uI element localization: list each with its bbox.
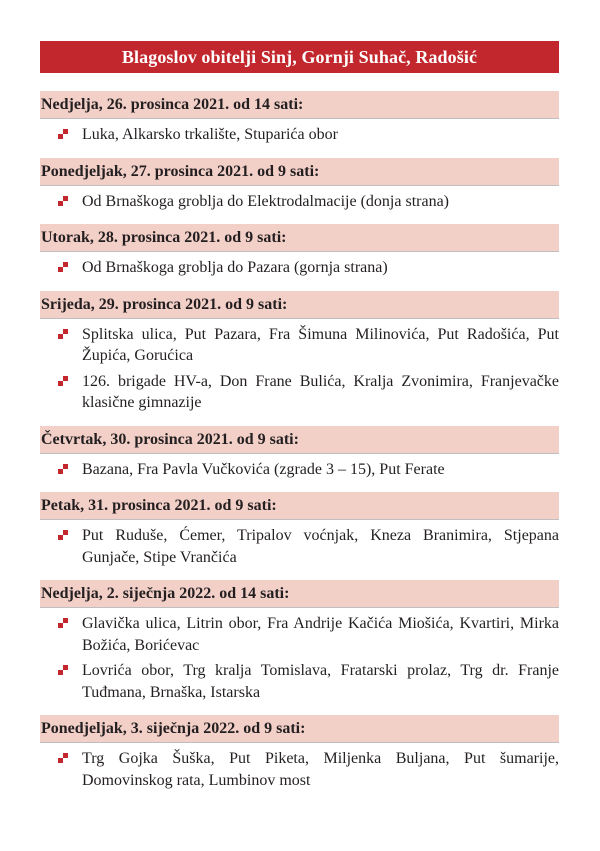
square-bullet-icon — [58, 196, 69, 207]
list-item — [40, 459, 559, 481]
schedule-list — [40, 91, 559, 803]
list-item — [40, 324, 559, 367]
list-item — [40, 257, 559, 279]
street-list — [40, 252, 559, 279]
square-bullet-icon — [58, 129, 69, 140]
list-item-text: Od Brnaškoga groblja do Elektrodalmacije (donja strana) — [82, 192, 449, 210]
list-item-text: Od Brnaškoga groblja do Pazara (gornja strana) — [82, 259, 388, 276]
list-item-text: Luka, Alkarsko trkalište, Stuparića obor — [82, 126, 338, 143]
schedule-section — [40, 91, 559, 146]
street-list — [40, 119, 559, 146]
section-header: Ponedjeljak, 3. siječnja 2022. od 9 sati: — [40, 715, 559, 743]
street-list — [40, 186, 559, 213]
section-header: Srijeda, 29. prosinca 2021. od 9 sati: — [40, 291, 559, 319]
list-item — [40, 660, 559, 703]
page-title: Blagoslov obitelji Sinj, Gornji Suhač, Radošić — [40, 41, 559, 73]
list-item — [40, 613, 559, 656]
street-list — [40, 520, 559, 568]
schedule-section — [40, 158, 559, 213]
square-bullet-icon — [58, 665, 69, 676]
section-header: Utorak, 28. prosinca 2021. od 9 sati: — [40, 224, 559, 252]
street-list — [40, 608, 559, 703]
list-item — [40, 124, 559, 146]
street-list — [40, 454, 559, 481]
schedule-section — [40, 715, 559, 791]
schedule-section — [40, 291, 559, 414]
list-item — [40, 191, 559, 213]
schedule-section — [40, 426, 559, 481]
list-item-text: 126. brigade HV-a, Don Frane Bulića, Kralja Zvonimira, Franjevačke klasične gimnazije — [82, 372, 559, 411]
street-list — [40, 743, 559, 791]
schedule-section — [40, 580, 559, 703]
square-bullet-icon — [58, 329, 69, 340]
list-item-text: Glavička ulica, Litrin obor, Fra Andrije Kačića Miošića, Kvartiri, Mirka Božića, Borićevac — [82, 615, 559, 654]
square-bullet-icon — [58, 464, 69, 475]
square-bullet-icon — [58, 530, 69, 541]
square-bullet-icon — [58, 753, 69, 764]
list-item-text: Put Ruduše, Ćemer, Tripalov voćnjak, Kneza Branimira, Stjepana Gunjače, Stipe Vrančića — [82, 527, 559, 566]
schedule-section — [40, 492, 559, 568]
square-bullet-icon — [58, 262, 69, 273]
list-item — [40, 748, 559, 791]
section-header: Ponedjeljak, 27. prosinca 2021. od 9 sati: — [40, 158, 559, 186]
schedule-section — [40, 224, 559, 279]
list-item — [40, 371, 559, 414]
square-bullet-icon — [58, 618, 69, 629]
section-header: Nedjelja, 2. siječnja 2022. od 14 sati: — [40, 580, 559, 608]
list-item-text: Trg Gojka Šuška, Put Piketa, Miljenka Buljana, Put šumarije, Domovinskog rata, Lumbinov most — [82, 750, 559, 789]
square-bullet-icon — [58, 376, 69, 387]
list-item-text: Bazana, Fra Pavla Vučkovića (zgrade 3 – 15), Put Ferate — [82, 460, 445, 478]
list-item-text: Splitska ulica, Put Pazara, Fra Šimuna Milinovića, Put Radošića, Put Župića, Gorućica — [82, 325, 559, 364]
section-header: Petak, 31. prosinca 2021. od 9 sati: — [40, 492, 559, 520]
section-header: Nedjelja, 26. prosinca 2021. od 14 sati: — [40, 91, 559, 119]
list-item — [40, 525, 559, 568]
list-item-text: Lovrića obor, Trg kralja Tomislava, Fratarski prolaz, Trg dr. Franje Tuđmana, Brnaška, Istarska — [82, 662, 559, 701]
section-header: Četvrtak, 30. prosinca 2021. od 9 sati: — [40, 426, 559, 454]
street-list — [40, 319, 559, 414]
